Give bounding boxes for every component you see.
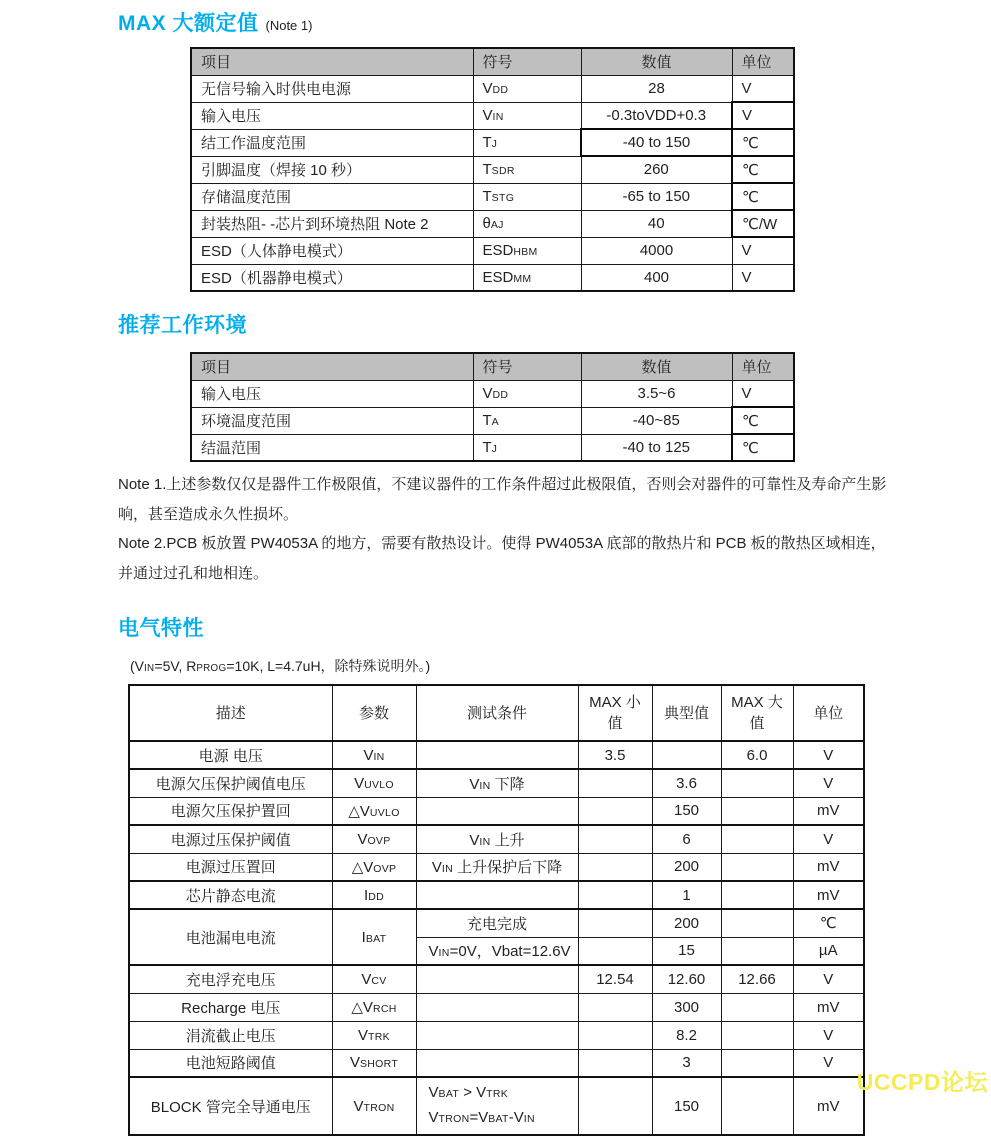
unit-cell: mV bbox=[793, 853, 864, 881]
table-cell: -40 to 150 bbox=[581, 129, 732, 156]
symbol-subscript: IN bbox=[479, 835, 491, 848]
text-segment: V bbox=[353, 1097, 364, 1115]
table-row bbox=[191, 434, 794, 461]
symbol-subscript: UVLO bbox=[369, 806, 400, 819]
text-segment: > V bbox=[459, 1084, 487, 1101]
unit-cell: V bbox=[793, 825, 864, 853]
text-segment: V bbox=[354, 774, 365, 792]
symbol-subscript: BAT bbox=[438, 1088, 460, 1100]
text-segment: =5V, R bbox=[154, 658, 197, 674]
note-1-text: Note 1.上述参数仅仅是器件工作极限值，不建议器件的工作条件超过此极限值，否则会对器件的可靠性及寿命产生影响，甚至造成永久性损坏。 bbox=[118, 476, 887, 523]
table-row bbox=[191, 156, 794, 183]
typ-cell: 1 bbox=[652, 881, 721, 909]
table-cell: ℃ bbox=[732, 407, 794, 434]
min-cell bbox=[578, 825, 652, 853]
note-reference: (Note 1) bbox=[265, 18, 313, 33]
text-segment: V bbox=[428, 1084, 439, 1101]
table-row bbox=[191, 210, 794, 237]
max-cell bbox=[721, 797, 793, 825]
table-cell bbox=[473, 237, 581, 264]
min-cell bbox=[578, 993, 652, 1021]
unit-cell: V bbox=[793, 769, 864, 797]
test-condition-cell bbox=[416, 1021, 578, 1049]
text-segment: △V bbox=[351, 999, 373, 1016]
typ-cell: 15 bbox=[652, 937, 721, 965]
symbol-subscript: TRON bbox=[438, 1113, 470, 1125]
parameter-cell bbox=[332, 993, 416, 1021]
note-2-text: Note 2.PCB 板放置 PW4053A 的地方，需要有散热设计。使得 PW4053A 底部的散热片和 PCB 板的散热区域相连，并通过过孔和地相连。 bbox=[118, 535, 886, 582]
table-cell: 结工作温度范围 bbox=[191, 129, 473, 156]
table-row bbox=[129, 769, 864, 797]
column-header: 项目 bbox=[191, 353, 473, 380]
typ-cell: 8.2 bbox=[652, 1021, 721, 1049]
table-row bbox=[191, 380, 794, 407]
table-cell bbox=[473, 75, 581, 102]
parameter-cell bbox=[332, 853, 416, 881]
table-row bbox=[129, 741, 864, 769]
max-cell bbox=[721, 769, 793, 797]
section-title-text: 电气特性 bbox=[118, 617, 204, 640]
section-title-max-ratings bbox=[118, 0, 991, 37]
description-cell: 电源欠压保护置回 bbox=[129, 797, 332, 825]
max-cell bbox=[721, 1021, 793, 1049]
description-cell: 电源 电压 bbox=[129, 741, 332, 769]
text-segment: △V bbox=[348, 802, 370, 820]
table-row bbox=[129, 1077, 864, 1135]
test-condition-cell bbox=[416, 797, 578, 825]
section-title-electrical-characteristics bbox=[118, 612, 991, 642]
max-cell bbox=[721, 993, 793, 1021]
text-segment: V bbox=[469, 775, 480, 793]
table-row bbox=[129, 825, 864, 853]
parameter-cell bbox=[332, 825, 416, 853]
max-cell bbox=[721, 881, 793, 909]
description-cell: 电池短路阈值 bbox=[129, 1049, 332, 1077]
table-cell: V bbox=[732, 75, 794, 102]
symbol-subscript: DD bbox=[368, 890, 384, 903]
text-segment: V bbox=[363, 746, 374, 764]
symbol-subscript: OVP bbox=[373, 862, 397, 875]
table-row bbox=[129, 853, 864, 881]
symbol-subscript: IN bbox=[373, 750, 385, 763]
symbol-subscript: TRK bbox=[486, 1088, 509, 1100]
symbol-subscript: IN bbox=[438, 947, 450, 960]
test-conditions-line bbox=[130, 656, 991, 676]
text-segment: V bbox=[428, 943, 439, 961]
table-cell: -65 to 150 bbox=[581, 183, 732, 210]
description-cell: 电源过压置回 bbox=[129, 853, 332, 881]
test-condition-cell bbox=[416, 853, 578, 881]
recommended-conditions-table bbox=[190, 352, 795, 462]
text-segment: I bbox=[364, 886, 369, 904]
max-cell: 12.66 bbox=[721, 965, 793, 993]
symbol-subscript: BAT bbox=[488, 1113, 509, 1125]
table-cell: 260 bbox=[581, 156, 732, 183]
table-cell: 结温范围 bbox=[191, 434, 473, 461]
column-header: 项目 bbox=[191, 48, 473, 75]
table-cell: 输入电压 bbox=[191, 102, 473, 129]
symbol-subscript: DD bbox=[492, 389, 509, 401]
column-header: 典型值 bbox=[652, 685, 721, 741]
symbol-subscript: CV bbox=[371, 974, 387, 987]
parameter-cell bbox=[332, 1021, 416, 1049]
min-cell bbox=[578, 853, 652, 881]
symbol-subscript: RCH bbox=[372, 1003, 397, 1015]
unit-cell: mV bbox=[793, 797, 864, 825]
table-row bbox=[129, 993, 864, 1021]
text-segment: T bbox=[482, 134, 492, 151]
column-header: MAX 小值 bbox=[578, 685, 652, 741]
symbol-subscript: IN bbox=[441, 863, 453, 876]
unit-cell: V bbox=[793, 741, 864, 769]
table-cell: 3.5~6 bbox=[581, 380, 732, 407]
table-cell: 无信号输入时供电电源 bbox=[191, 75, 473, 102]
symbol-subscript: TRK bbox=[368, 1030, 390, 1043]
text-segment: V bbox=[482, 385, 493, 402]
table-row bbox=[129, 797, 864, 825]
text-segment: ESD bbox=[482, 268, 514, 286]
table-row bbox=[129, 1049, 864, 1077]
column-header: 单位 bbox=[732, 48, 794, 75]
abs-max-ratings-table bbox=[190, 47, 795, 292]
column-header: MAX 大值 bbox=[721, 685, 793, 741]
table-row bbox=[129, 1021, 864, 1049]
text-segment: T bbox=[482, 438, 492, 456]
unit-cell: µA bbox=[793, 937, 864, 965]
table-row bbox=[129, 909, 864, 937]
symbol-subscript: DD bbox=[492, 84, 509, 96]
typ-cell: 3 bbox=[652, 1049, 721, 1077]
test-condition-cell bbox=[416, 965, 578, 993]
table-header-row bbox=[191, 48, 794, 75]
table-row bbox=[191, 129, 794, 156]
min-cell bbox=[578, 1077, 652, 1135]
table-header-row bbox=[129, 685, 864, 741]
text-segment: V bbox=[428, 1109, 439, 1126]
symbol-subscript: UVLO bbox=[364, 778, 394, 791]
typ-cell: 3.6 bbox=[652, 769, 721, 797]
text-segment: 充电完成 bbox=[466, 915, 527, 933]
table-cell: ℃ bbox=[732, 156, 794, 183]
column-header: 描述 bbox=[129, 685, 332, 741]
text-segment: V bbox=[469, 831, 480, 849]
table-cell: V bbox=[732, 102, 794, 129]
section-title-text: 推荐工作环境 bbox=[118, 314, 247, 337]
text-segment: △V bbox=[351, 858, 374, 876]
parameter-cell bbox=[332, 741, 416, 769]
description-cell: 电池漏电电流 bbox=[129, 909, 332, 965]
symbol-subscript: MM bbox=[513, 272, 532, 285]
test-condition-cell bbox=[416, 825, 578, 853]
min-cell bbox=[578, 881, 652, 909]
description-cell: 电源欠压保护阈值电压 bbox=[129, 769, 332, 797]
table-row bbox=[191, 102, 794, 129]
column-header: 测试条件 bbox=[416, 685, 578, 741]
text-segment: V bbox=[482, 80, 493, 97]
min-cell: 3.5 bbox=[578, 741, 652, 769]
text-segment: T bbox=[482, 161, 492, 178]
typ-cell: 150 bbox=[652, 797, 721, 825]
typ-cell: 200 bbox=[652, 853, 721, 881]
symbol-subscript: HBM bbox=[513, 246, 538, 258]
unit-cell: V bbox=[793, 1021, 864, 1049]
symbol-subscript: AJ bbox=[490, 219, 504, 231]
symbol-subscript: STG bbox=[491, 192, 515, 204]
table-cell: 封装热阻- -芯片到环境热阻 Note 2 bbox=[191, 210, 473, 237]
table-cell: 4000 bbox=[581, 237, 732, 264]
column-header: 参数 bbox=[332, 685, 416, 741]
test-condition-cell bbox=[416, 1077, 578, 1135]
max-cell bbox=[721, 825, 793, 853]
table-cell bbox=[473, 434, 581, 461]
text-segment: 上升保护后下降 bbox=[452, 859, 563, 877]
parameter-cell bbox=[332, 1049, 416, 1077]
typ-cell: 200 bbox=[652, 909, 721, 937]
typ-cell: 6 bbox=[652, 825, 721, 853]
test-condition-cell bbox=[416, 993, 578, 1021]
symbol-subscript: IN bbox=[479, 779, 491, 792]
notes-block bbox=[118, 470, 890, 588]
table-cell: V bbox=[732, 264, 794, 291]
table-cell: 400 bbox=[581, 264, 732, 291]
typ-cell: 12.60 bbox=[652, 965, 721, 993]
column-header: 数值 bbox=[581, 353, 732, 380]
table-row bbox=[191, 407, 794, 434]
table-cell: ℃/W bbox=[732, 210, 794, 237]
text-segment: V bbox=[357, 830, 368, 848]
symbol-subscript: OVP bbox=[367, 834, 391, 847]
table-cell: 环境温度范围 bbox=[191, 407, 473, 434]
text-segment: V bbox=[361, 970, 372, 988]
min-cell: 12.54 bbox=[578, 965, 652, 993]
column-header: 数值 bbox=[581, 48, 732, 75]
text-segment: T bbox=[482, 412, 492, 429]
table-cell: ℃ bbox=[732, 183, 794, 210]
table-cell: ℃ bbox=[732, 129, 794, 156]
parameter-cell bbox=[332, 881, 416, 909]
table-row bbox=[191, 264, 794, 291]
table-row bbox=[191, 183, 794, 210]
unit-cell: mV bbox=[793, 993, 864, 1021]
text-segment: V bbox=[358, 1026, 369, 1044]
parameter-cell bbox=[332, 797, 416, 825]
table-cell: 28 bbox=[581, 75, 732, 102]
column-header: 单位 bbox=[732, 353, 794, 380]
table-cell bbox=[473, 210, 581, 237]
table-cell bbox=[473, 156, 581, 183]
parameter-cell bbox=[332, 1077, 416, 1135]
text-segment: T bbox=[482, 188, 492, 205]
table-cell: -0.3toVDD+0.3 bbox=[581, 102, 732, 129]
table-cell bbox=[473, 129, 581, 156]
unit-cell: mV bbox=[793, 881, 864, 909]
max-cell bbox=[721, 1049, 793, 1077]
symbol-subscript: SDR bbox=[491, 165, 515, 177]
min-cell bbox=[578, 1021, 652, 1049]
test-condition-cell bbox=[416, 741, 578, 769]
parameter-cell bbox=[332, 909, 416, 965]
text-segment: V bbox=[431, 859, 442, 877]
symbol-subscript: IN bbox=[144, 663, 155, 674]
test-condition-cell bbox=[416, 937, 578, 965]
unit-cell: V bbox=[793, 1049, 864, 1077]
table-cell: 输入电压 bbox=[191, 380, 473, 407]
min-cell bbox=[578, 769, 652, 797]
condition-line bbox=[417, 1081, 578, 1106]
condition-line bbox=[417, 1106, 578, 1131]
unit-cell: mV bbox=[793, 1077, 864, 1135]
symbol-subscript: TRON bbox=[363, 1101, 395, 1114]
table-cell: V bbox=[732, 237, 794, 264]
table-cell bbox=[473, 183, 581, 210]
table-cell: -40 to 125 bbox=[581, 434, 732, 461]
unit-cell: ℃ bbox=[793, 909, 864, 937]
max-cell bbox=[721, 1077, 793, 1135]
electrical-characteristics-table bbox=[128, 684, 865, 1136]
symbol-subscript: A bbox=[491, 416, 499, 428]
description-cell: 涓流截止电压 bbox=[129, 1021, 332, 1049]
text-segment: =0V，Vbat=12.6V bbox=[449, 943, 571, 961]
text-segment: (V bbox=[130, 658, 144, 674]
max-cell bbox=[721, 853, 793, 881]
column-header: 符号 bbox=[473, 353, 581, 380]
description-cell: 芯片静态电流 bbox=[129, 881, 332, 909]
parameter-cell bbox=[332, 965, 416, 993]
description-cell: Recharge 电压 bbox=[129, 993, 332, 1021]
min-cell bbox=[578, 937, 652, 965]
max-cell bbox=[721, 937, 793, 965]
symbol-subscript: IN bbox=[523, 1113, 535, 1125]
text-segment: -V bbox=[508, 1109, 524, 1126]
text-segment: θ bbox=[482, 215, 491, 232]
watermark: UCCPD论坛 bbox=[856, 1069, 988, 1095]
column-header: 符号 bbox=[473, 48, 581, 75]
test-condition-cell bbox=[416, 909, 578, 937]
table-row bbox=[129, 965, 864, 993]
table-row bbox=[129, 881, 864, 909]
unit-cell: V bbox=[793, 965, 864, 993]
table-row bbox=[191, 75, 794, 102]
table-cell: 40 bbox=[581, 210, 732, 237]
text-segment: =V bbox=[469, 1109, 489, 1126]
text-segment: V bbox=[482, 107, 493, 124]
symbol-subscript: PROG bbox=[196, 663, 227, 674]
text-segment: 下降 bbox=[490, 775, 525, 793]
section-title-text: MAX 大额定值 bbox=[118, 12, 259, 35]
table-cell bbox=[473, 102, 581, 129]
table-cell: V bbox=[732, 380, 794, 407]
max-cell bbox=[721, 909, 793, 937]
text-segment: ESD bbox=[482, 242, 514, 259]
text-segment: I bbox=[361, 928, 366, 946]
description-cell: 电源过压保护阈值 bbox=[129, 825, 332, 853]
text-segment: 上升 bbox=[490, 831, 525, 849]
test-condition-cell bbox=[416, 881, 578, 909]
table-cell: ℃ bbox=[732, 434, 794, 461]
table-cell bbox=[473, 407, 581, 434]
table-cell: ESD（人体静电模式） bbox=[191, 237, 473, 264]
symbol-subscript: IN bbox=[492, 111, 504, 123]
symbol-subscript: J bbox=[491, 138, 498, 150]
parameter-cell bbox=[332, 769, 416, 797]
table-cell: 存储温度范围 bbox=[191, 183, 473, 210]
symbol-subscript: J bbox=[491, 442, 498, 455]
typ-cell bbox=[652, 741, 721, 769]
typ-cell: 300 bbox=[652, 993, 721, 1021]
table-header-row bbox=[191, 353, 794, 380]
min-cell bbox=[578, 909, 652, 937]
test-condition-cell bbox=[416, 769, 578, 797]
symbol-subscript: BAT bbox=[365, 932, 387, 945]
max-cell: 6.0 bbox=[721, 741, 793, 769]
description-cell: BLOCK 管完全导通电压 bbox=[129, 1077, 332, 1135]
table-row bbox=[191, 237, 794, 264]
column-header: 单位 bbox=[793, 685, 864, 741]
description-cell: 充电浮充电压 bbox=[129, 965, 332, 993]
table-cell: 引脚温度（焊接 10 秒） bbox=[191, 156, 473, 183]
typ-cell: 150 bbox=[652, 1077, 721, 1135]
min-cell bbox=[578, 1049, 652, 1077]
section-title-recommended-conditions bbox=[118, 309, 991, 339]
text-segment: V bbox=[349, 1054, 360, 1072]
table-cell: -40~85 bbox=[581, 407, 732, 434]
table-cell bbox=[473, 264, 581, 291]
min-cell bbox=[578, 797, 652, 825]
table-cell: ESD（机器静电模式） bbox=[191, 264, 473, 291]
symbol-subscript: SHORT bbox=[359, 1058, 399, 1071]
text-segment: =10K, L=4.7uH，除特殊说明外。) bbox=[226, 658, 431, 674]
table-cell bbox=[473, 380, 581, 407]
test-condition-cell bbox=[416, 1049, 578, 1077]
